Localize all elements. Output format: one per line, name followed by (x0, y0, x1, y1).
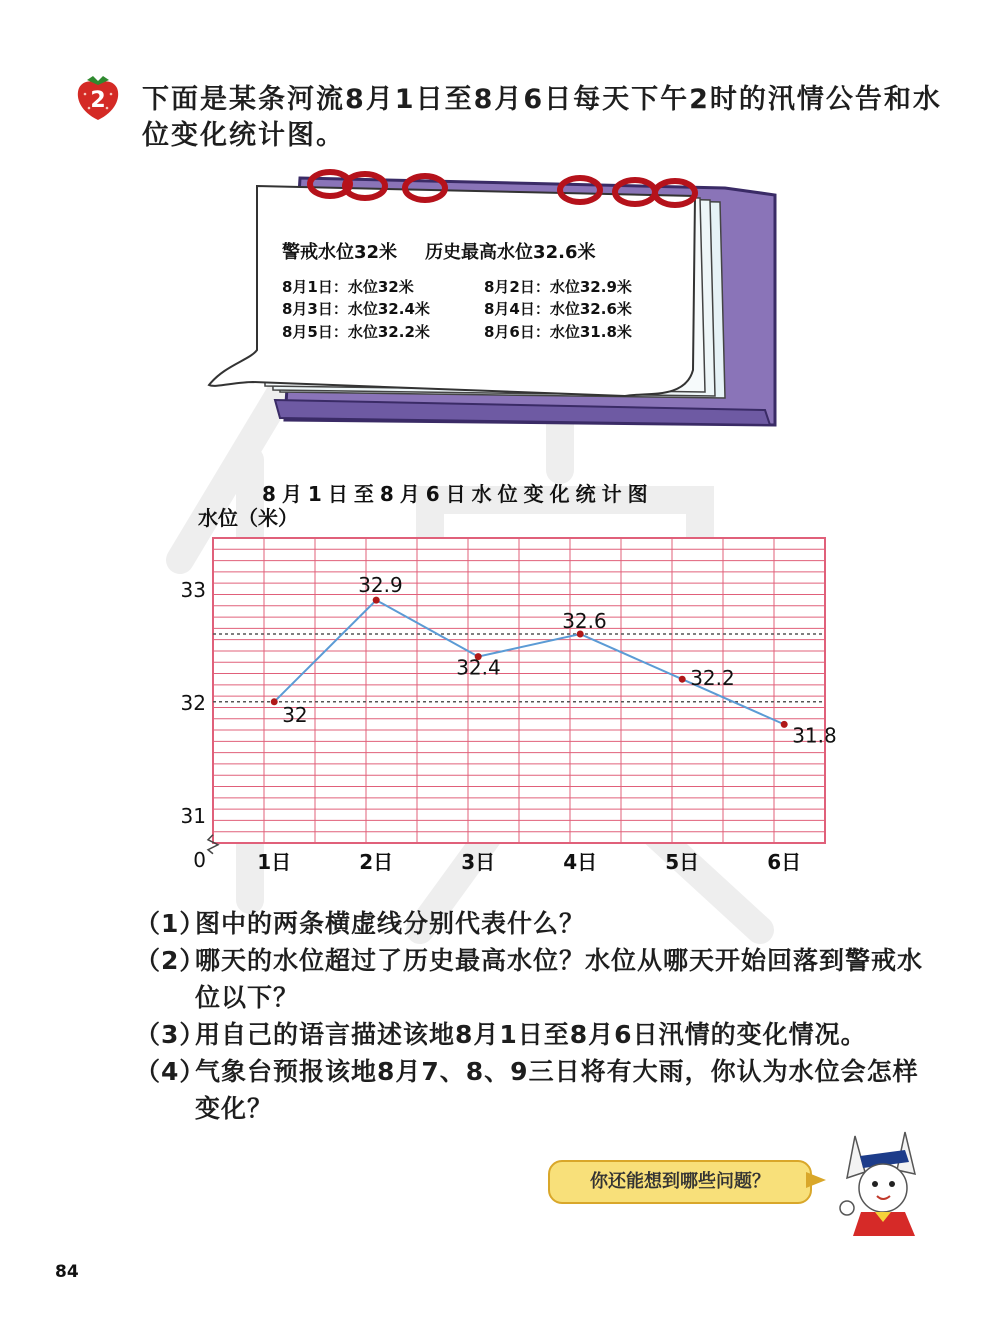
data-label: 32 (282, 702, 308, 727)
record-level-text: 历史最高水位32.6米 (425, 242, 596, 263)
speech-bubble-tail (806, 1172, 826, 1188)
data-label: 32.6 (562, 609, 607, 634)
page-number: 84 (55, 1262, 79, 1282)
data-point (679, 676, 686, 683)
question-text: 图中的两条横虚线分别代表什么？ (195, 909, 586, 938)
question-number: （2） (135, 946, 206, 975)
question-list (135, 905, 935, 1127)
calendar-entry: 8月3日：水位32.4米 (282, 300, 430, 318)
data-point (373, 597, 380, 604)
warning-level-text: 警戒水位32米 (282, 242, 398, 263)
question-number: （1） (135, 909, 206, 938)
question-item (135, 942, 935, 1016)
data-label: 31.8 (792, 723, 837, 748)
question-number: （4） (135, 1057, 206, 1086)
y-tick-label: 32 (180, 690, 206, 715)
calendar-entry: 8月4日：水位32.6米 (484, 300, 632, 318)
question-text: 气象台预报该地8月7、8、9三日将有大雨，你认为水位会怎样变化？ (195, 1057, 919, 1123)
problem-number: 2 (90, 88, 106, 113)
x-tick-label: 2日 (359, 850, 394, 874)
data-label: 32.2 (690, 666, 735, 691)
x-tick-label: 5日 (665, 850, 700, 874)
x-tick-label: 3日 (461, 850, 496, 874)
problem-number-badge (73, 72, 123, 122)
question-item (135, 905, 935, 942)
x-tick-label: 6日 (767, 850, 802, 874)
calendar-entry: 8月5日：水位32.2米 (282, 323, 430, 341)
x-tick-label: 4日 (563, 850, 598, 874)
question-text: 哪天的水位超过了历史最高水位？水位从哪天开始回落到警戒水位以下？ (195, 946, 924, 1012)
problem-intro: 下面是某条河流8月1日至8月6日每天下午2时的汛情公告和水位变化统计图。 (142, 84, 942, 151)
calendar-entry: 8月6日：水位31.8米 (484, 323, 632, 341)
origin-label: 0 (193, 848, 206, 872)
data-label: 32.9 (358, 573, 403, 598)
calendar-headline (282, 238, 595, 264)
y-axis-label: 水位（米） (198, 506, 298, 530)
y-tick-label: 31 (180, 803, 206, 828)
prompt-speech-bubble: 你还能想到哪些问题？ (548, 1160, 812, 1204)
x-tick-label: 1日 (257, 850, 292, 874)
data-point (271, 698, 278, 705)
question-number: （3） (135, 1020, 206, 1049)
data-point (781, 721, 788, 728)
question-item (135, 1016, 935, 1053)
question-item (135, 1053, 935, 1127)
data-label: 32.4 (456, 655, 501, 680)
calendar-entry: 8月1日：水位32米 (282, 278, 414, 296)
rabbit-mascot-icon (835, 1128, 930, 1238)
chart-title: 8月1日至8月6日水位变化统计图 (262, 482, 654, 506)
y-tick-label: 33 (180, 577, 206, 602)
question-text: 用自己的语言描述该地8月1日至8月6日汛情的变化情况。 (195, 1020, 867, 1049)
water-level-line-chart (150, 505, 850, 885)
calendar-entry: 8月2日：水位32.9米 (484, 278, 632, 296)
